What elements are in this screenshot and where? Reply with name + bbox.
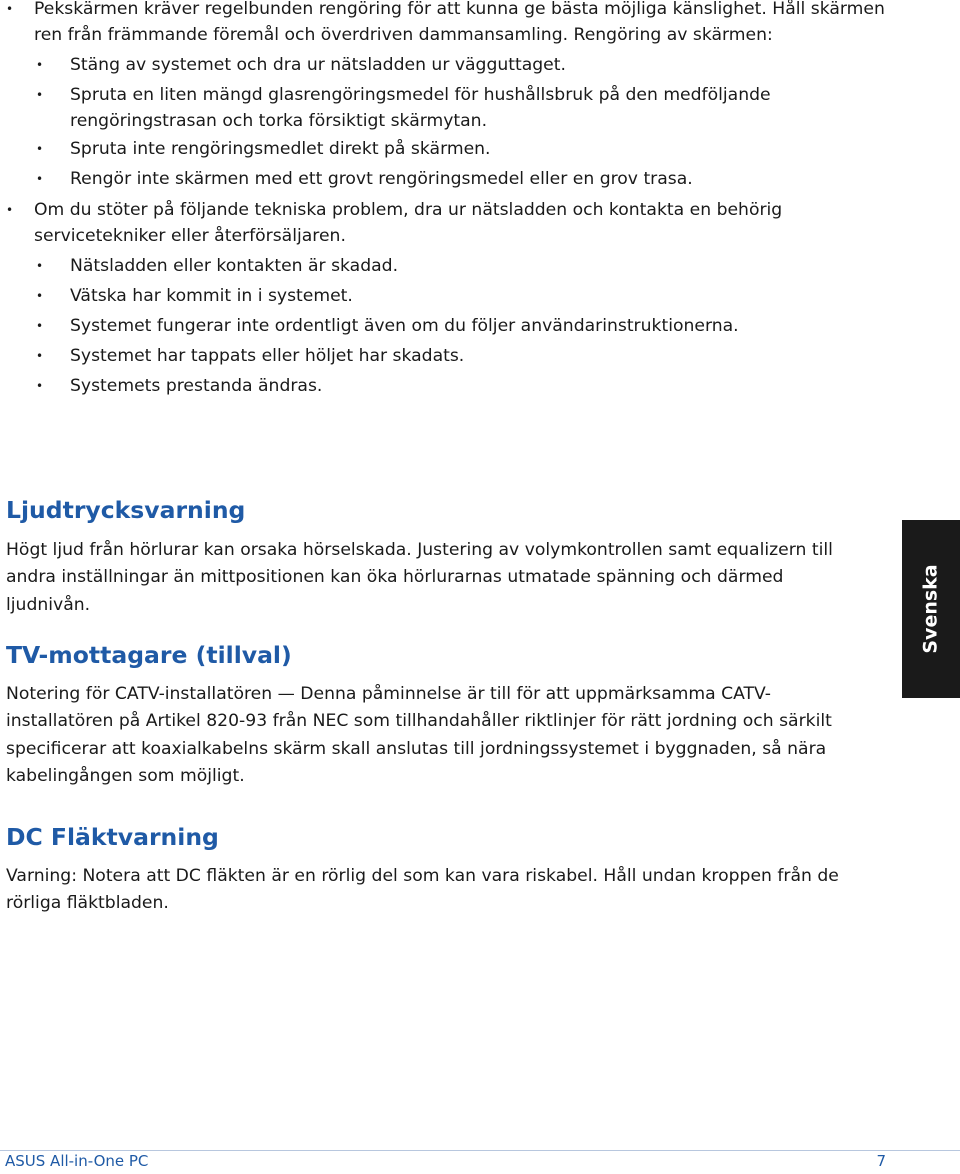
list-item [6,0,886,192]
intro-list [6,0,886,399]
footer-page-number: 7 [876,1152,886,1170]
list-item: • Vätska har kommit in i systemet. [34,283,886,309]
cleaning-steps-list [34,52,886,192]
list-item-text: Pekskärmen kräver regelbunden rengöring för att kunna ge bästa möjliga känslighet. Håll skärmen ren från främmande föremål och överdriven dammansamling. Rengöring av skärmen: [34,0,885,45]
list-item: • Systemets prestanda ändras. [34,373,886,399]
list-item: • Rengör inte skärmen med ett grovt rengöringsmedel eller en grov trasa. [34,166,886,192]
footer-divider [0,1150,960,1151]
section-heading-sound-pressure: Ljudtrycksvarning [6,496,246,524]
list-item: • Spruta inte rengöringsmedlet direkt på skärmen. [34,136,886,162]
section-heading-tv-tuner: TV-mottagare (tillval) [6,641,292,669]
section-body-sound-pressure: Högt ljud från hörlurar kan orsaka hörselskada. Justering av volymkontrollen samt equalizern till andra inställningar än mittpositionen kan öka hörlurarnas utmatade spänning och därmed ljudnivån. [6,540,833,615]
language-tab-label: Svenska [920,564,942,654]
section-body-dc-fan: Varning: Notera att DC fläkten är en rörlig del som kan vara riskabel. Håll undan kroppen från de rörliga fläktbladen. [6,866,839,914]
list-item: • Nätsladden eller kontakten är skadad. [34,253,886,279]
list-item: • Spruta en liten mängd glasrengöringsmedel för hushållsbruk på den medföljande rengöringstrasan och torka försiktigt skärmytan. [34,82,886,134]
section-body-tv-tuner: Notering för CATV-installatören — Denna påminnelse är till för att uppmärksamma CATV-installatören på Artikel 820-93 från NEC som tillhandahåller riktlinjer för rätt jordning och särkilt specificerar att koaxialkabelns skärm skall anslutas till jordningssystemet i byggnaden, så nära kabelingången som möjligt. [6,684,832,787]
list-item: • Stäng av systemet och dra ur nätsladden ur vägguttaget. [34,52,886,78]
section-heading-dc-fan: DC Fläktvarning [6,823,219,851]
list-item: • Systemet har tappats eller höljet har skadats. [34,343,886,369]
page-content [6,0,886,914]
problem-list [34,253,886,399]
list-item: • Systemet fungerar inte ordentligt även om du följer användarinstruktionerna. [34,313,886,339]
list-item-text: Om du stöter på följande tekniska problem, dra ur nätsladden och kontakta en behörig servicetekniker eller återförsäljaren. [34,200,783,246]
language-tab [902,520,960,698]
footer-product-name: ASUS All-in-One PC [5,1152,149,1170]
list-item [6,197,886,399]
